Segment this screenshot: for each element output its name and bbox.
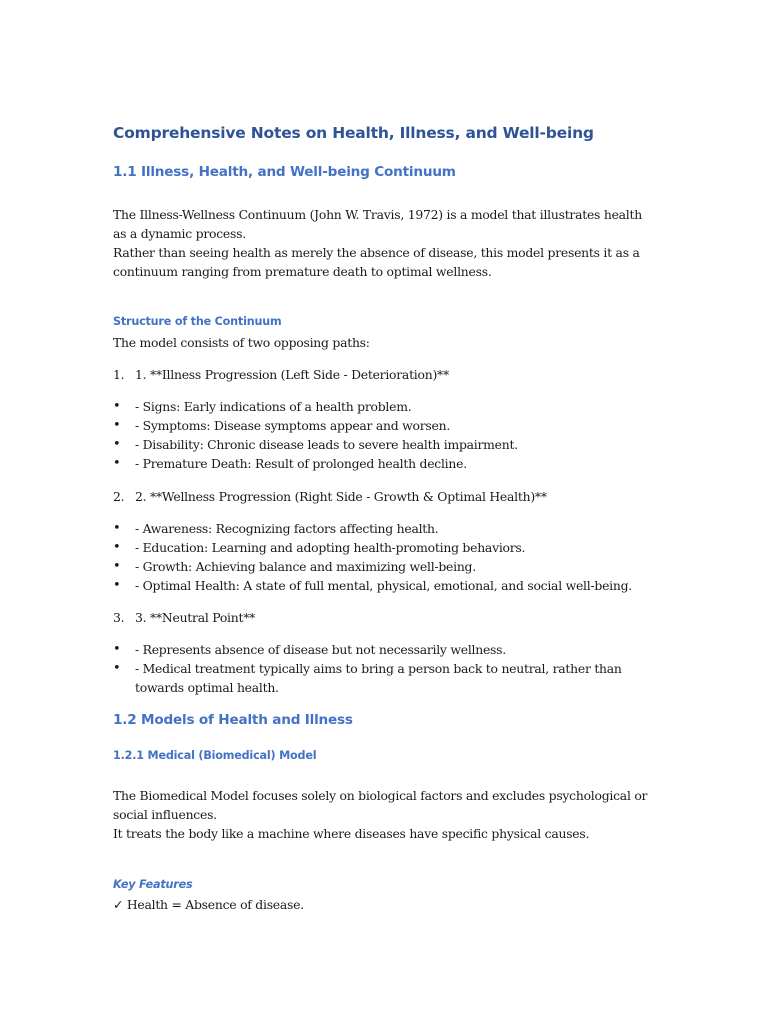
bullet-text: - Education: Learning and adopting health-promoting behaviors. xyxy=(135,540,526,555)
bullet-item xyxy=(113,416,658,435)
bullet-icon: • xyxy=(113,521,121,536)
bullet-item xyxy=(113,519,658,538)
intro-paragraph xyxy=(113,205,658,281)
bullet-icon: • xyxy=(113,559,121,574)
feature-text: Health = Absence of disease. xyxy=(126,897,304,912)
bullet-item xyxy=(113,659,658,697)
intro-sentence-2: Rather than seeing health as merely the absence of disease, this model presents it as a continuum ranging from premature death to optimal wellness. xyxy=(113,245,640,279)
bullet-item xyxy=(113,397,658,416)
list-item-text: 1. **Illness Progression (Left Side - Deterioration)** xyxy=(135,367,449,382)
bullet-text: - Premature Death: Result of prolonged health decline. xyxy=(135,456,467,471)
subsection-heading-1-2-1: 1.2.1 Medical (Biomedical) Model xyxy=(113,749,317,762)
list-item-wellness-progression xyxy=(113,487,658,506)
list-number: 2. xyxy=(113,489,125,504)
bullet-icon: • xyxy=(113,399,121,414)
bullet-item xyxy=(113,557,658,576)
bullet-text: - Medical treatment typically aims to bring a person back to neutral, rather than towards optimal health. xyxy=(135,661,622,695)
bullet-icon: • xyxy=(113,661,121,676)
section-heading-1-2: 1.2 Models of Health and Illness xyxy=(113,712,353,728)
bullet-item xyxy=(113,576,658,595)
wellness-bullets xyxy=(113,519,658,595)
bullet-text: - Awareness: Recognizing factors affecting health. xyxy=(135,521,439,536)
illness-bullets xyxy=(113,397,658,473)
list-item-text: 3. **Neutral Point** xyxy=(135,610,256,625)
structure-heading: Structure of the Continuum xyxy=(113,315,282,328)
bullet-text: - Represents absence of disease but not necessarily wellness. xyxy=(135,642,506,657)
list-number: 1. xyxy=(113,367,125,382)
bullet-icon: • xyxy=(113,578,121,593)
feature-item xyxy=(113,895,304,914)
bullet-item xyxy=(113,538,658,557)
bullet-item xyxy=(113,435,658,454)
list-number: 3. xyxy=(113,610,125,625)
biomedical-paragraph xyxy=(113,786,658,843)
bullet-text: - Growth: Achieving balance and maximizing well-being. xyxy=(135,559,476,574)
bullet-text: - Disability: Chronic disease leads to severe health impairment. xyxy=(135,437,518,452)
check-icon: ✓ xyxy=(113,897,124,912)
bullet-icon: • xyxy=(113,642,121,657)
bullet-item xyxy=(113,640,658,659)
bullet-icon: • xyxy=(113,456,121,471)
section-heading-1-1: 1.1 Illness, Health, and Well-being Continuum xyxy=(113,164,456,180)
biomedical-sentence-2: It treats the body like a machine where diseases have specific physical causes. xyxy=(113,826,590,841)
biomedical-sentence-1: The Biomedical Model focuses solely on biological factors and excludes psychological or social influences. xyxy=(113,788,648,822)
bullet-icon: • xyxy=(113,437,121,452)
bullet-text: - Symptoms: Disease symptoms appear and worsen. xyxy=(135,418,451,433)
bullet-icon: • xyxy=(113,418,121,433)
list-item-illness-progression xyxy=(113,365,658,384)
list-item-neutral-point xyxy=(113,608,658,627)
bullet-text: - Optimal Health: A state of full mental, physical, emotional, and social well-being. xyxy=(135,578,632,593)
intro-sentence-1: The Illness-Wellness Continuum (John W. Travis, 1972) is a model that illustrates health as a dynamic process. xyxy=(113,207,642,241)
structure-intro: The model consists of two opposing paths: xyxy=(113,335,370,350)
bullet-item xyxy=(113,454,658,473)
bullet-text: - Signs: Early indications of a health problem. xyxy=(135,399,412,414)
document-title: Comprehensive Notes on Health, Illness, and Well-being xyxy=(113,124,594,142)
list-item-text: 2. **Wellness Progression (Right Side - Growth & Optimal Health)** xyxy=(135,489,547,504)
neutral-bullets xyxy=(113,640,658,697)
key-features-heading: Key Features xyxy=(113,878,193,891)
bullet-icon: • xyxy=(113,540,121,555)
